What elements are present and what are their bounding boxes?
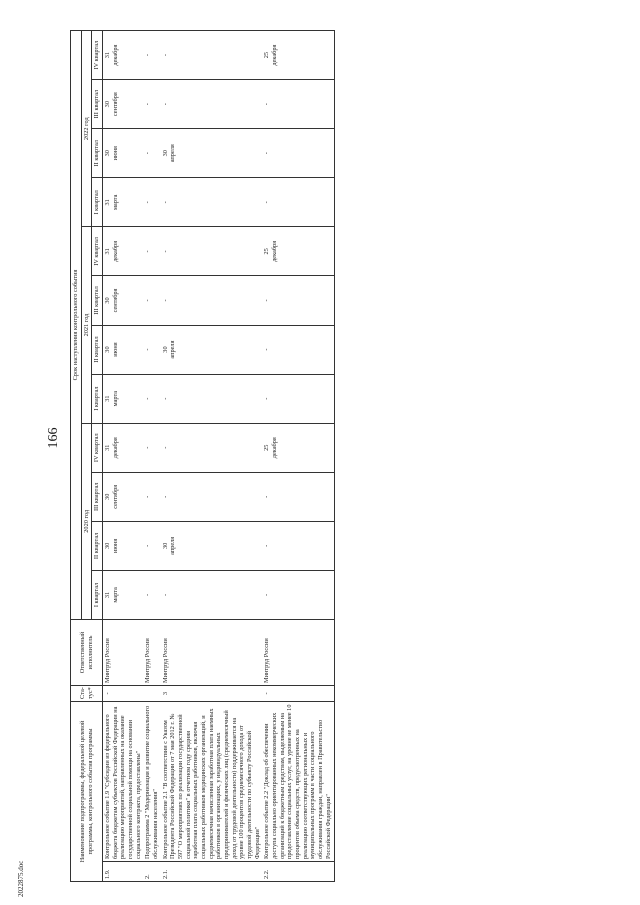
deadline-cell — [143, 472, 160, 521]
deadline-cell — [143, 129, 160, 178]
header-quarter: III квартал — [92, 80, 103, 129]
header-quarter: II квартал — [92, 325, 103, 374]
deadline-month: апреля — [169, 340, 177, 359]
deadline-cell — [161, 31, 263, 80]
deadline-day: - — [263, 348, 271, 351]
deadline-cell — [103, 325, 144, 374]
deadline-day: - — [144, 544, 152, 547]
header-deadlines: Срок наступления контрольного события — [71, 31, 82, 620]
deadline-day: - — [144, 299, 152, 302]
header-name: Наименование подпрограммы, федеральной целевой программы, контрольного события программы — [71, 701, 103, 881]
deadline-day: 30 — [161, 150, 169, 157]
deadline-day: 30 — [161, 542, 169, 550]
row-status: - — [103, 685, 144, 701]
deadline-day: - — [263, 299, 271, 302]
deadline-cell — [143, 178, 160, 227]
deadline-cell — [161, 178, 263, 227]
deadline-month: марта — [111, 587, 119, 603]
deadline-day: - — [161, 54, 169, 57]
rotated-table-container — [70, 30, 588, 882]
deadline-cell — [103, 129, 144, 178]
deadline-cell — [262, 423, 334, 472]
header-quarter: I квартал — [92, 178, 103, 227]
row-responsible: Минтруд России — [161, 619, 263, 685]
row-number: 2. — [143, 862, 160, 882]
deadline-cell — [161, 80, 263, 129]
deadline-cell — [143, 374, 160, 423]
deadline-day: 25 — [263, 444, 271, 451]
deadline-cell — [143, 570, 160, 619]
deadline-month: апреля — [169, 144, 177, 163]
deadline-day: - — [263, 201, 271, 204]
deadline-day: 25 — [263, 248, 271, 255]
deadline-cell — [103, 472, 144, 521]
deadline-cell — [161, 472, 263, 521]
deadline-cell — [262, 374, 334, 423]
deadline-cell — [103, 31, 144, 80]
header-quarter: I квартал — [92, 570, 103, 619]
deadline-cell — [103, 80, 144, 129]
table-row — [161, 31, 263, 882]
deadline-day: - — [161, 593, 169, 596]
row-status: 3 — [161, 685, 263, 701]
deadline-cell — [161, 227, 263, 276]
deadline-day: 30 — [104, 346, 112, 353]
deadline-month: декабря — [111, 44, 119, 66]
deadline-day: - — [263, 152, 271, 155]
deadline-day: 30 — [104, 150, 112, 157]
deadline-day: - — [161, 103, 169, 106]
deadline-day: - — [144, 250, 152, 253]
row-number: 1.9. — [103, 862, 144, 882]
deadline-day: 31 — [104, 199, 112, 206]
deadline-cell — [262, 80, 334, 129]
deadline-day: - — [263, 495, 271, 498]
deadline-day: - — [161, 250, 169, 253]
row-number: 2.2. — [262, 862, 334, 882]
deadline-day: 30 — [104, 101, 112, 108]
deadline-month: сентября — [111, 484, 119, 509]
row-responsible: Минтруд России — [262, 619, 334, 685]
deadline-month: марта — [111, 390, 119, 407]
deadline-cell — [143, 31, 160, 80]
deadline-month: апреля — [169, 536, 177, 555]
deadline-month: декабря — [271, 44, 279, 66]
deadline-day: 30 — [161, 346, 169, 353]
header-year-2022: 2022 год — [81, 31, 92, 227]
deadline-cell — [143, 276, 160, 325]
table-row — [143, 31, 160, 882]
deadline-cell — [161, 570, 263, 619]
deadline-day: - — [263, 397, 271, 400]
deadline-month: июня — [111, 146, 119, 161]
deadline-day: - — [161, 201, 169, 204]
deadline-day: 25 — [263, 51, 271, 59]
header-quarter: II квартал — [92, 129, 103, 178]
deadline-day: 31 — [104, 444, 112, 451]
header-quarter: III квартал — [92, 276, 103, 325]
deadline-day: 31 — [104, 51, 112, 59]
header-year-2021: 2021 год — [81, 227, 92, 423]
deadline-month: сентября — [111, 288, 119, 313]
row-responsible: Минтруд России — [143, 619, 160, 685]
deadline-cell — [103, 423, 144, 472]
deadline-cell — [262, 276, 334, 325]
deadline-cell — [103, 374, 144, 423]
document-code: 2022875.doc — [17, 860, 25, 897]
deadline-day: - — [263, 103, 271, 106]
control-events-table — [70, 30, 335, 882]
deadline-cell — [161, 129, 263, 178]
deadline-month: сентября — [111, 92, 119, 117]
deadline-month: марта — [111, 194, 119, 211]
deadline-day: 30 — [104, 542, 112, 550]
deadline-day: 30 — [104, 493, 112, 500]
deadline-day: - — [263, 544, 271, 547]
deadline-day: - — [144, 593, 152, 596]
row-responsible: Минтруд России — [103, 619, 144, 685]
table-row — [262, 31, 334, 882]
deadline-day: - — [161, 446, 169, 449]
deadline-day: 31 — [104, 395, 112, 402]
deadline-day: 30 — [104, 297, 112, 304]
row-number: 2.1. — [161, 862, 263, 882]
deadline-cell — [262, 521, 334, 570]
deadline-month: июня — [111, 538, 119, 554]
deadline-cell — [262, 570, 334, 619]
deadline-day: - — [161, 397, 169, 400]
deadline-day: - — [161, 495, 169, 498]
deadline-cell — [103, 521, 144, 570]
header-quarter: IV квартал — [92, 31, 103, 80]
deadline-month: декабря — [271, 437, 279, 459]
deadline-cell — [262, 31, 334, 80]
deadline-cell — [161, 325, 263, 374]
deadline-cell — [103, 570, 144, 619]
header-quarter: IV квартал — [92, 227, 103, 276]
deadline-day: - — [144, 348, 152, 351]
deadline-month: декабря — [111, 437, 119, 459]
deadline-day: - — [144, 446, 152, 449]
row-name: Контрольное событие 2.1 "В соответствии с Указом Президента Российской Федерации от 7 мая 2012 г. № 597 "О мероприятиях по реализации государственной социальной политики" в отчетном году средняя заработная плата социальных работников, включая социальных работников медицинских организаций, и среднемесячная начисленная заработная плата наемных работников в организациях, у индивидуальных предпринимателей и физических лиц (среднемесячный доход от трудовой деятельности) поддерживается на уровне 100 процентов среднемесячного дохода от трудовой деятельности по субъекту Российской Федерации" — [161, 701, 263, 861]
deadline-cell — [262, 325, 334, 374]
deadline-cell — [103, 178, 144, 227]
row-name: Контрольное событие 1.9 "Субсидии из федерального бюджета бюджетам субъектов Российской Федерации на реализацию мероприятий, направленных на оказание государственной социальной помощи на основании социального контракта, предоставлены" — [103, 701, 144, 861]
deadline-cell — [161, 374, 263, 423]
deadline-month: декабря — [111, 240, 119, 262]
deadline-cell — [143, 325, 160, 374]
deadline-cell — [161, 276, 263, 325]
deadline-day: 31 — [104, 248, 112, 255]
deadline-cell — [143, 80, 160, 129]
header-quarter: IV квартал — [92, 423, 103, 472]
deadline-cell — [262, 227, 334, 276]
deadline-day: - — [144, 54, 152, 57]
row-status: - — [262, 685, 334, 701]
page-number: 166 — [46, 427, 61, 449]
row-name: Контрольное событие 2.2 "Доклад об обеспечении доступа социально ориентированных некоммерческих организаций к бюджетным средствам, выделяемым на предоставление социальных услуг, на уровне не менее 10 процентов объема средств, предусмотренных на реализацию соответствующих региональных и муниципальных программ в части социального обслуживания граждан, направлен в Правительство Российской Федерации" — [262, 701, 334, 861]
deadline-day: - — [263, 593, 271, 596]
header-status: Ста-тус* — [71, 685, 103, 701]
deadline-cell — [103, 227, 144, 276]
deadline-month: декабря — [271, 240, 279, 262]
deadline-cell — [143, 423, 160, 472]
deadline-cell — [161, 423, 263, 472]
deadline-cell — [262, 472, 334, 521]
deadline-cell — [143, 521, 160, 570]
deadline-cell — [103, 276, 144, 325]
deadline-cell — [262, 178, 334, 227]
deadline-day: - — [144, 103, 152, 106]
header-responsible: Ответственный исполнитель — [71, 619, 103, 685]
row-status — [143, 685, 160, 701]
deadline-cell — [143, 227, 160, 276]
header-quarter: II квартал — [92, 521, 103, 570]
deadline-day: - — [161, 299, 169, 302]
deadline-day: - — [144, 201, 152, 204]
deadline-day: - — [144, 152, 152, 155]
deadline-day: 31 — [104, 591, 112, 599]
deadline-cell — [262, 129, 334, 178]
deadline-month: июня — [111, 342, 119, 357]
header-quarter: III квартал — [92, 472, 103, 521]
deadline-day: - — [144, 495, 152, 498]
deadline-cell — [161, 521, 263, 570]
header-quarter: I квартал — [92, 374, 103, 423]
table-body — [103, 31, 334, 882]
header-year-2020: 2020 год — [81, 423, 92, 619]
table-row — [103, 31, 144, 882]
deadline-day: - — [144, 397, 152, 400]
row-name: Подпрограмма 2 "Модернизация и развитие социального обслуживания населения" — [143, 701, 160, 861]
